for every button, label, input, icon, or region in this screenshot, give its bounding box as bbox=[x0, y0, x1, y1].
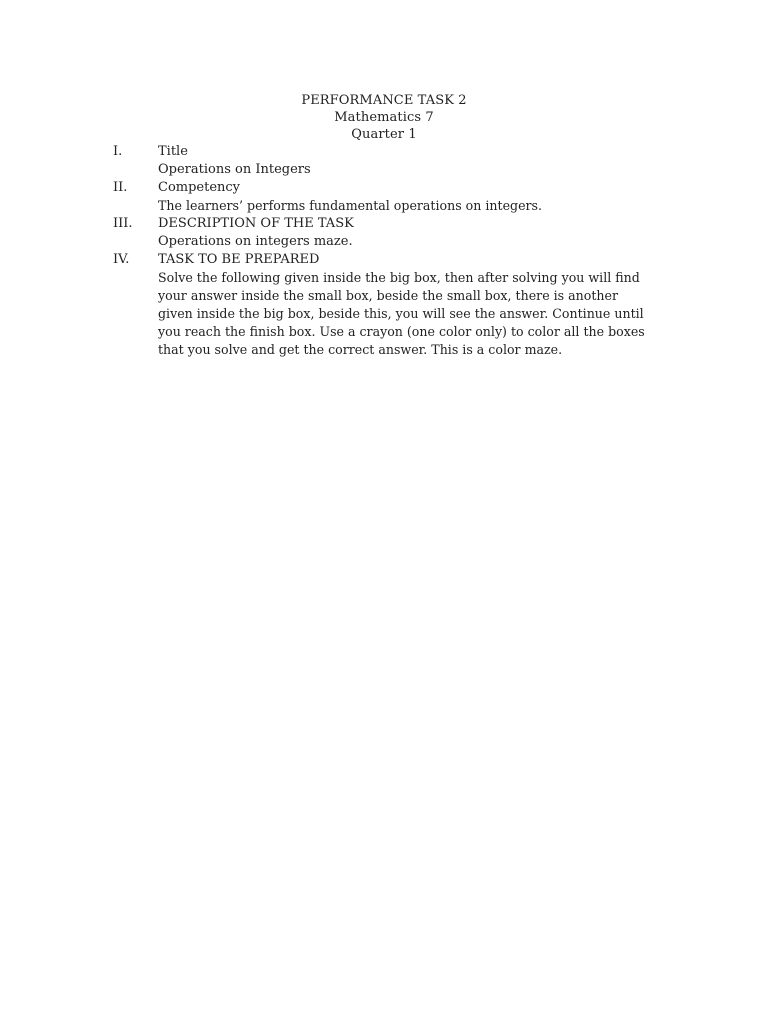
section-heading: DESCRIPTION OF THE TASK bbox=[158, 216, 354, 231]
task-line: your answer inside the small box, beside the small box, there is another bbox=[158, 288, 618, 303]
section-task bbox=[113, 251, 678, 359]
task-line: given inside the big box, beside this, you will see the answer. Continue until bbox=[158, 306, 644, 321]
section-text: Operations on Integers bbox=[158, 162, 311, 177]
section-text: The learners’ performs fundamental operations on integers. bbox=[158, 198, 543, 213]
section-competency bbox=[113, 179, 678, 215]
document-quarter: Quarter 1 bbox=[351, 127, 417, 142]
section-heading: Title bbox=[158, 144, 188, 159]
document-header bbox=[0, 92, 768, 143]
document-subject: Mathematics 7 bbox=[334, 110, 434, 125]
section-numeral: IV. bbox=[113, 252, 130, 267]
section-numeral: II. bbox=[113, 180, 128, 195]
section-heading: TASK TO BE PREPARED bbox=[158, 252, 320, 267]
section-title bbox=[113, 143, 678, 179]
document-title: PERFORMANCE TASK 2 bbox=[301, 93, 467, 108]
section-text: Operations on integers maze. bbox=[158, 234, 353, 249]
task-line: that you solve and get the correct answer. This is a color maze. bbox=[158, 342, 563, 357]
section-numeral: III. bbox=[113, 216, 133, 231]
section-description bbox=[113, 215, 678, 251]
section-heading: Competency bbox=[158, 180, 241, 195]
task-line: you reach the finish box. Use a crayon (one color only) to color all the boxes bbox=[158, 324, 645, 339]
task-sections bbox=[113, 143, 678, 359]
task-line: Solve the following given inside the big box, then after solving you will find bbox=[158, 270, 640, 285]
section-numeral: I. bbox=[113, 144, 123, 159]
